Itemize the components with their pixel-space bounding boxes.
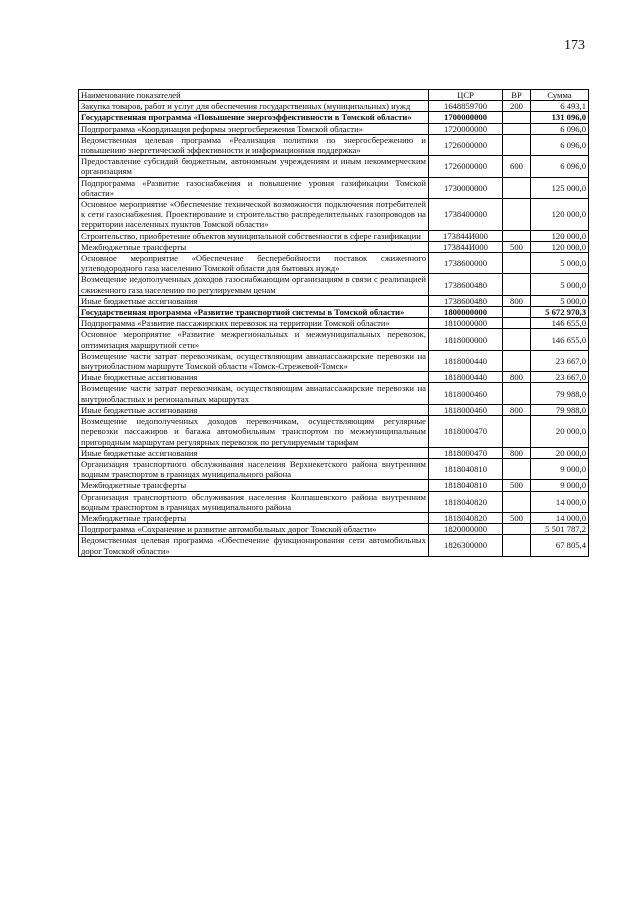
row-sum: 14 000,0 <box>531 512 589 523</box>
row-sum: 146 655,0 <box>531 318 589 329</box>
table-row <box>79 372 589 383</box>
table-row <box>79 383 589 404</box>
row-name: Иные бюджетные ассигнования <box>79 295 429 306</box>
row-name: Подпрограмма «Координация реформы энергосбережения Томской области» <box>79 123 429 134</box>
row-code: 1818000470 <box>429 416 503 448</box>
row-vr <box>503 230 531 241</box>
page-number: 173 <box>564 38 585 53</box>
row-sum: 9 000,0 <box>531 458 589 479</box>
row-vr: 800 <box>503 447 531 458</box>
table-row <box>79 329 589 350</box>
row-name: Закупка товаров, работ и услуг для обеспечения государственных (муниципальных) нужд <box>79 101 429 112</box>
row-name: Основное мероприятие «Развитие межрегиональных и межмуниципальных перевозок, оптимизация маршрутной сети» <box>79 329 429 350</box>
row-code: 1738600000 <box>429 253 503 274</box>
row-vr <box>503 329 531 350</box>
row-sum: 120 000,0 <box>531 199 589 231</box>
table-row <box>79 447 589 458</box>
row-sum: 20 000,0 <box>531 416 589 448</box>
row-sum: 131 096,0 <box>531 112 589 123</box>
row-name: Возмещение недополученных доходов газоснабжающим организациям в связи с реализацией сжиженного газа населению по регулируемым ценам <box>79 274 429 295</box>
header-name: Наименование показателей <box>79 90 429 101</box>
row-name: Подпрограмма «Сохранение и развитие автомобильных дорог Томской области» <box>79 524 429 535</box>
table-row <box>79 123 589 134</box>
row-name: Ведомственная целевая программа «Обеспечение функционирования сети автомобильных дорог Томской области» <box>79 535 429 556</box>
table-row <box>79 307 589 318</box>
row-sum: 67 805,4 <box>531 535 589 556</box>
row-code: 173844И000 <box>429 230 503 241</box>
table-row <box>79 101 589 112</box>
table-row <box>79 199 589 231</box>
row-code: 1818000470 <box>429 447 503 458</box>
table-row <box>79 491 589 512</box>
table-row <box>79 404 589 415</box>
row-vr <box>503 112 531 123</box>
row-vr: 800 <box>503 295 531 306</box>
header-code: ЦСР <box>429 90 503 101</box>
row-code: 1818040820 <box>429 491 503 512</box>
row-sum: 6 493,1 <box>531 101 589 112</box>
row-vr <box>503 535 531 556</box>
table-header-row <box>79 90 589 101</box>
table-row <box>79 512 589 523</box>
row-name: Строительство, приобретение объектов муниципальной собственности в сфере газификации <box>79 230 429 241</box>
table-row <box>79 134 589 155</box>
row-name: Организация транспортного обслуживания населения Колпашевского района внутренним водным транспортом в границах муниципального района <box>79 491 429 512</box>
row-name: Предоставление субсидий бюджетным, автономным учреждениям и иным некоммерческим организациям <box>79 156 429 177</box>
row-name: Возмещение части затрат перевозчикам, осуществляющим авиапассажирские перевозки на внутриобластном маршруте Томской области «Томск-Стрежевой-Томск» <box>79 350 429 371</box>
table-row <box>79 350 589 371</box>
row-code: 1648859700 <box>429 101 503 112</box>
row-name: Ведомственная целевая программа «Реализация политики по энергосбережению и повышению энергетической эффективности и информационная поддержка» <box>79 134 429 155</box>
row-sum: 125 000,0 <box>531 177 589 198</box>
row-name: Основное мероприятие «Обеспечение технической возможности подключения потребителей к сети газоснабжения. Проектирование и строительство распределительных газопроводов на территории населенных пунктов Томской области» <box>79 199 429 231</box>
row-sum: 5 000,0 <box>531 253 589 274</box>
row-code: 1810000000 <box>429 318 503 329</box>
row-code: 1818040820 <box>429 512 503 523</box>
row-sum: 14 000,0 <box>531 491 589 512</box>
row-code: 1738400000 <box>429 199 503 231</box>
row-vr <box>503 350 531 371</box>
row-sum: 6 096,0 <box>531 134 589 155</box>
header-sum: Сумма <box>531 90 589 101</box>
row-vr <box>503 307 531 318</box>
table-row <box>79 458 589 479</box>
row-code: 1738600480 <box>429 295 503 306</box>
budget-table <box>78 89 589 557</box>
row-code: 1818000440 <box>429 372 503 383</box>
row-sum: 79 988,0 <box>531 404 589 415</box>
table-row <box>79 177 589 198</box>
row-code: 1726000000 <box>429 134 503 155</box>
row-code: 1818000460 <box>429 404 503 415</box>
row-vr <box>503 177 531 198</box>
row-vr <box>503 416 531 448</box>
row-code: 1726000000 <box>429 156 503 177</box>
row-name: Межбюджетные трансферты <box>79 512 429 523</box>
table-row <box>79 112 589 123</box>
row-code: 1738600480 <box>429 274 503 295</box>
row-sum: 23 667,0 <box>531 350 589 371</box>
row-code: 1818040810 <box>429 480 503 491</box>
row-vr <box>503 383 531 404</box>
row-name: Возмещение части затрат перевозчикам, осуществляющим авиапассажирские перевозки на внутриобластных и региональных маршрутах <box>79 383 429 404</box>
row-vr <box>503 123 531 134</box>
row-sum: 9 000,0 <box>531 480 589 491</box>
row-name: Возмещение недополученных доходов перевозчикам, осуществляющим регулярные перевозки пассажиров и багажа автомобильным транспортом по межмуниципальным пригородным маршрутам регулярных перевозок по регулируемым тарифам <box>79 416 429 448</box>
row-sum: 23 667,0 <box>531 372 589 383</box>
row-vr <box>503 491 531 512</box>
row-code: 1818000000 <box>429 329 503 350</box>
row-code: 1826300000 <box>429 535 503 556</box>
row-vr <box>503 524 531 535</box>
row-code: 1800000000 <box>429 307 503 318</box>
row-sum: 146 655,0 <box>531 329 589 350</box>
table-row <box>79 318 589 329</box>
table-row <box>79 253 589 274</box>
table-row <box>79 230 589 241</box>
row-sum: 20 000,0 <box>531 447 589 458</box>
table-row <box>79 524 589 535</box>
table-row <box>79 535 589 556</box>
row-vr <box>503 458 531 479</box>
row-code: 1818000460 <box>429 383 503 404</box>
row-code: 173844И000 <box>429 241 503 252</box>
row-vr <box>503 318 531 329</box>
row-vr <box>503 274 531 295</box>
row-name: Государственная программа «Повышение энергоэффективности в Томской области» <box>79 112 429 123</box>
row-vr: 500 <box>503 480 531 491</box>
row-vr: 800 <box>503 372 531 383</box>
row-sum: 5 000,0 <box>531 274 589 295</box>
row-vr: 800 <box>503 404 531 415</box>
row-vr: 600 <box>503 156 531 177</box>
row-code: 1730000000 <box>429 177 503 198</box>
row-name: Межбюджетные трансферты <box>79 241 429 252</box>
row-name: Иные бюджетные ассигнования <box>79 447 429 458</box>
row-sum: 5 501 787,2 <box>531 524 589 535</box>
row-sum: 6 096,0 <box>531 123 589 134</box>
row-name: Подпрограмма «Развитие пассажирских перевозок на территории Томской области» <box>79 318 429 329</box>
header-vr: ВР <box>503 90 531 101</box>
row-sum: 79 988,0 <box>531 383 589 404</box>
row-vr: 500 <box>503 512 531 523</box>
table-row <box>79 295 589 306</box>
row-code: 1700000000 <box>429 112 503 123</box>
table-row <box>79 241 589 252</box>
row-sum: 6 096,0 <box>531 156 589 177</box>
row-sum: 120 000,0 <box>531 241 589 252</box>
table-row <box>79 416 589 448</box>
row-vr: 500 <box>503 241 531 252</box>
row-name: Подпрограмма «Развитие газоснабжения и повышение уровня газификации Томской области» <box>79 177 429 198</box>
row-vr <box>503 199 531 231</box>
row-sum: 5 000,0 <box>531 295 589 306</box>
row-code: 1818040810 <box>429 458 503 479</box>
table-row <box>79 156 589 177</box>
row-code: 1818000440 <box>429 350 503 371</box>
row-code: 1820000000 <box>429 524 503 535</box>
row-code: 1720000000 <box>429 123 503 134</box>
row-vr <box>503 134 531 155</box>
row-name: Государственная программа «Развитие транспортной системы в Томской области» <box>79 307 429 318</box>
row-vr: 200 <box>503 101 531 112</box>
row-name: Основное мероприятие «Обеспечение бесперебойности поставок сжиженного углеводородного газа населению Томской области для бытовых нужд» <box>79 253 429 274</box>
row-name: Межбюджетные трансферты <box>79 480 429 491</box>
row-name: Иные бюджетные ассигнования <box>79 372 429 383</box>
row-vr <box>503 253 531 274</box>
row-name: Иные бюджетные ассигнования <box>79 404 429 415</box>
row-sum: 5 672 970,3 <box>531 307 589 318</box>
table-row <box>79 480 589 491</box>
row-name: Организация транспортного обслуживания населения Верхнекетского района внутренним водным транспортом в границах муниципального района <box>79 458 429 479</box>
table-row <box>79 274 589 295</box>
row-sum: 120 000,0 <box>531 230 589 241</box>
